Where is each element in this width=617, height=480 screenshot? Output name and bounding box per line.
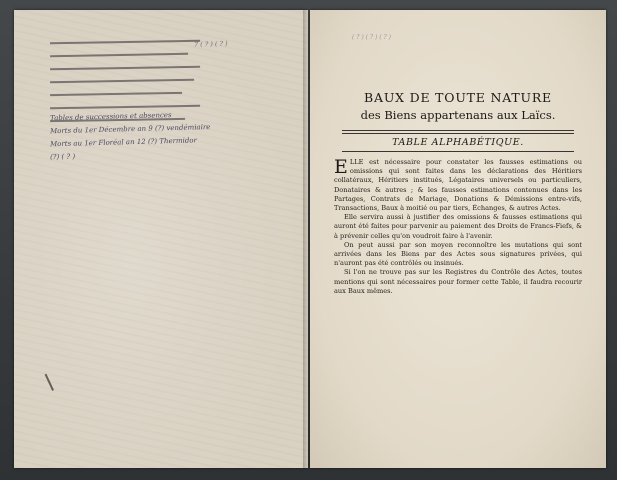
divider: [342, 133, 574, 134]
divider: [342, 130, 574, 131]
crossed-line: [50, 44, 188, 57]
crossed-line: [50, 57, 200, 71]
crossed-line: [50, 83, 182, 96]
pencil-note: ( ? ) ( ? ) ( ? ): [352, 34, 391, 41]
paragraph: On peut aussi par son moyen reconnoître les mutations qui sont arrivées dans les Biens par des Actes sous signatures privées, qui n'auront pas été contrôlés ou insinués.: [334, 240, 582, 268]
divider: [342, 151, 574, 152]
body-text: [334, 158, 582, 296]
document-title: BAUX DE TOUTE NATURE: [364, 90, 552, 105]
crossed-line: [50, 70, 194, 84]
paragraph: ELLE est nécessaire pour constater les fausses estimations ou omissions qui sont faites dans les déclarations des Héritiers collatéraux, Héritiers institués, Légataires universels ou particuliers, Donataires & autres ; & les fausses estimations contenues dans les Partages, Contrats de Mariage, Donations & Démissions entre-vifs, Transactions, Baux à moitié ou par tiers, Échanges, & autres Actes.: [334, 156, 582, 213]
right-page: [310, 10, 606, 468]
handwritten-note: Tables de successions et absences: [49, 111, 172, 123]
handwritten-notes: [50, 112, 220, 164]
crossed-out-manuscript-lines: [50, 32, 200, 123]
left-page: [14, 10, 308, 468]
handwritten-note: (?) ( ? ): [49, 152, 76, 162]
drop-cap: E: [334, 156, 348, 178]
handwritten-note: Morts du 1er Décembre an 9 (?) vendémiaire: [49, 123, 211, 136]
document-subtitle: des Biens appartenans aux Laïcs.: [360, 108, 556, 122]
table-heading: TABLE ALPHABÉTIQUE.: [392, 137, 524, 148]
ink-mark: [45, 371, 60, 391]
corner-handwritten-note: 7 ( ? ) ( ? ): [193, 39, 228, 49]
handwritten-note: Morts au 1er Floréal an 12 (?) Thermidor: [49, 136, 198, 149]
crossed-line: [50, 31, 200, 45]
crossed-line: [50, 96, 200, 110]
paragraph: Si l'on ne trouve pas sur les Registres du Contrôle des Actes, toutes mentions qui sont nécessaires pour former cette Table, il faudra recourir aux Baux mêmes.: [334, 268, 582, 295]
paragraph: Elle servira aussi à justifier des omissions & fausses estimations qui auront été faites pour parvenir au paiement des Droits de Francs-Fiefs, & à prévenir celles qu'on voudroit faire à l'avenir.: [334, 213, 582, 240]
